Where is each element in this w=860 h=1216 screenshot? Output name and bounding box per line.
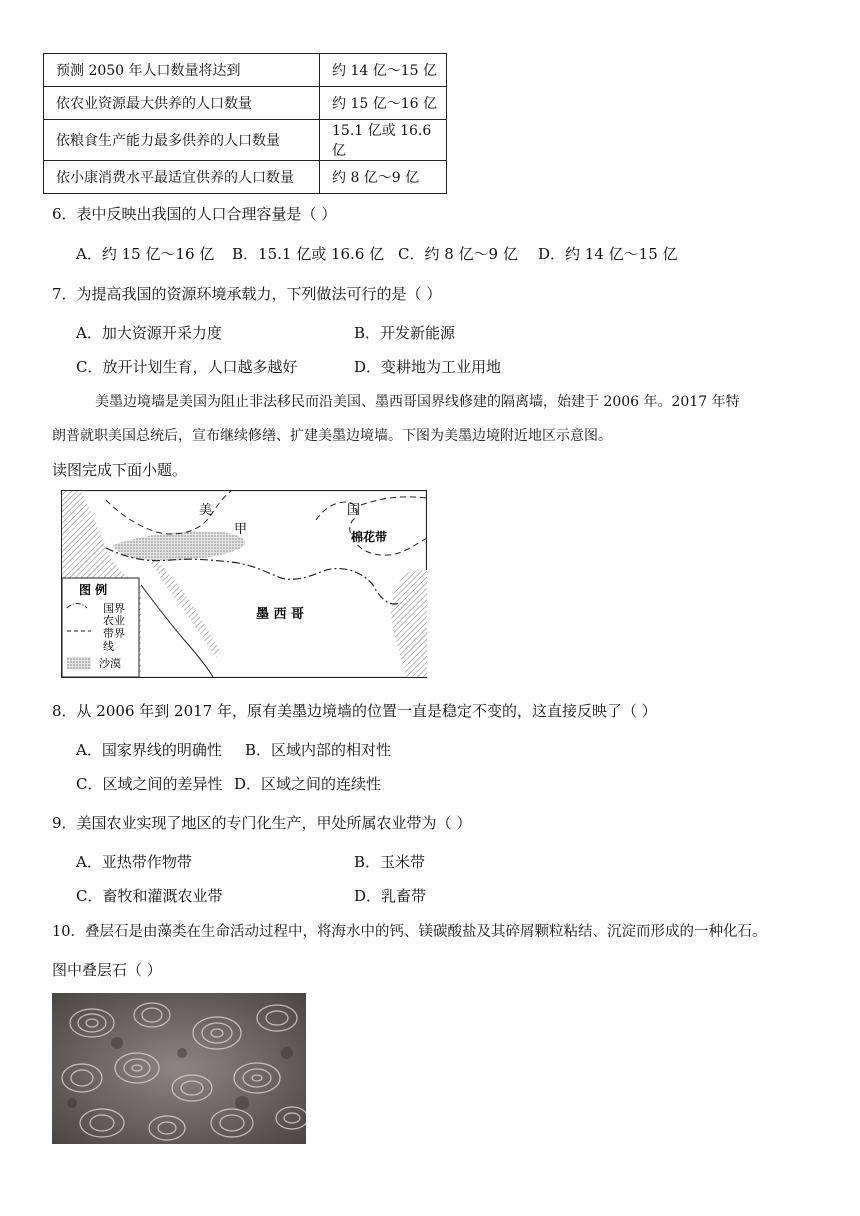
legend-ag-label-3: 线: [103, 640, 114, 653]
map-label-mexico: 墨 西 哥: [256, 607, 305, 622]
stromatolite-photo: [52, 993, 306, 1144]
legend-border-label: 国界: [103, 602, 125, 615]
q9-option-c[interactable]: C．畜牧和灌溉农业带: [76, 887, 223, 905]
population-table: [43, 53, 447, 194]
q6-option-d[interactable]: D．约 14 亿～15 亿: [538, 245, 678, 263]
q8-option-c[interactable]: C．区域之间的差异性: [76, 775, 223, 793]
table-cell-value: 约 14 亿～15 亿: [320, 54, 447, 87]
table-row: [44, 120, 447, 161]
map-label-cotton-belt: 棉花带: [351, 530, 388, 544]
q8-option-d[interactable]: D．区域之间的连续性: [234, 775, 382, 793]
passage-line-2: 朗普就职美国总统后，宣布继续修缮、扩建美墨边境墙。下图为美墨边境附近地区示意图。: [52, 428, 612, 444]
question-7-stem: 7．为提高我国的资源环境承载力，下列做法可行的是（ ）: [52, 285, 442, 303]
map-legend: [62, 578, 139, 677]
legend-desert-label: 沙漠: [99, 657, 121, 670]
q7-option-b[interactable]: B．开发新能源: [354, 324, 456, 342]
q7-option-c[interactable]: C．放开计划生育，人口越多越好: [76, 358, 298, 376]
q9-option-a[interactable]: A．亚热带作物带: [76, 853, 192, 871]
question-6-stem: 6．表中反映出我国的人口合理容量是（ ）: [52, 205, 337, 223]
legend-ag-label-2: 带界: [103, 627, 125, 640]
table-row: [44, 87, 447, 120]
table-row: [44, 161, 447, 194]
map-label-jia: 甲: [234, 522, 248, 537]
us-mexico-border-map: [61, 490, 427, 678]
q6-option-a[interactable]: A．约 15 亿～16 亿: [76, 245, 215, 263]
question-8-stem: 8．从 2006 年到 2017 年，原有美墨边境墙的位置一直是稳定不变的，这直接反映了（ ）: [52, 702, 657, 720]
table-row: [44, 54, 447, 87]
q8-option-b[interactable]: B．区域内部的相对性: [245, 741, 392, 759]
q7-option-a[interactable]: A．加大资源开采力度: [76, 324, 222, 342]
map-label-usa-2: 国: [347, 503, 361, 518]
q7-option-d[interactable]: D．变耕地为工业用地: [354, 358, 502, 376]
map-label-usa-1: 美: [199, 503, 213, 518]
legend-desert-symbol: [67, 657, 91, 669]
passage-line-1: 美墨边境墙是美国为阻止非法移民而沿美国、墨西哥国界线修建的隔离墙，始建于 2006 年。2017 年特: [95, 394, 740, 410]
instruction: 读图完成下面小题。: [52, 461, 188, 479]
q9-option-d[interactable]: D．乳畜带: [354, 887, 427, 905]
table-cell-label: 依小康消费水平最适宜供养的人口数量: [44, 161, 320, 194]
q6-option-b[interactable]: B．15.1 亿或 16.6 亿: [232, 245, 385, 263]
table-cell-label: 依农业资源最大供养的人口数量: [44, 87, 320, 120]
legend-ag-label-1: 农业: [103, 614, 125, 627]
table-cell-label: 预测 2050 年人口数量将达到: [44, 54, 320, 87]
question-9-stem: 9．美国农业实现了地区的专门化生产，甲处所属农业带为（ ）: [52, 814, 472, 832]
table-cell-value: 约 15 亿～16 亿: [320, 87, 447, 120]
table-cell-value: 15.1 亿或 16.6 亿: [320, 120, 447, 161]
question-10-stem-2: 图中叠层石（ ）: [52, 961, 162, 979]
q9-option-b[interactable]: B．玉米带: [354, 853, 426, 871]
table-cell-value: 约 8 亿～9 亿: [320, 161, 447, 194]
question-10-stem: 10．叠层石是由藻类在生命活动过程中，将海水中的钙、镁碳酸盐及其碎屑颗粒粘结、沉淀而形成的一种化石。: [52, 924, 767, 940]
q6-option-c[interactable]: C．约 8 亿～9 亿: [398, 245, 518, 263]
q8-option-a[interactable]: A．国家界线的明确性: [76, 741, 222, 759]
legend-title: 图 例: [79, 583, 108, 597]
table-cell-label: 依粮食生产能力最多供养的人口数量: [44, 120, 320, 161]
